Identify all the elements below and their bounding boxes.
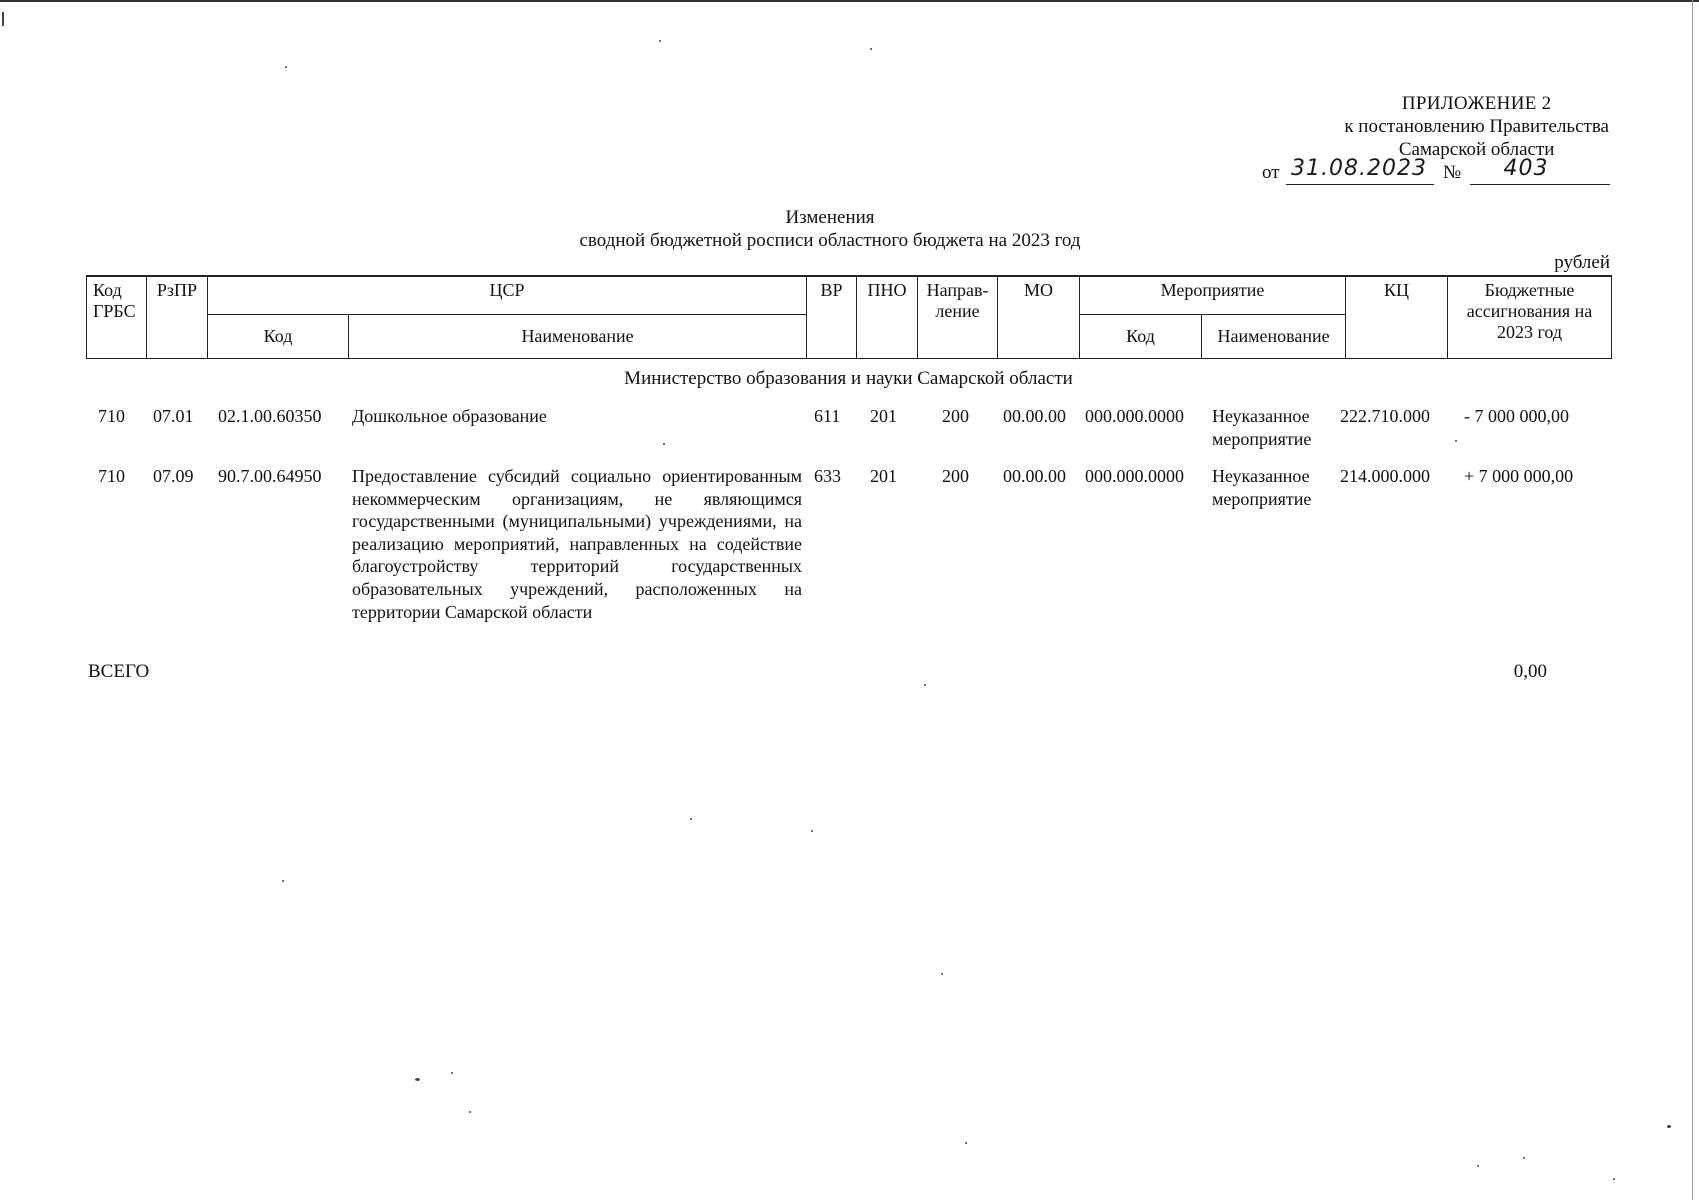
scan-speck <box>1613 1178 1615 1180</box>
number-label: № <box>1443 162 1462 183</box>
budget-table-header <box>86 275 1612 359</box>
scan-speck <box>924 684 926 686</box>
row-event-code: 000.000.0000 <box>1085 466 1184 486</box>
row-budget: - 7 000 000,00 <box>1464 406 1569 426</box>
header-csr-code: Код <box>208 314 349 358</box>
scan-speck <box>415 1078 420 1081</box>
scan-speck <box>282 880 284 882</box>
scan-speck <box>941 973 943 975</box>
scan-right-edge <box>1692 0 1693 1200</box>
header-event-code: Код <box>1080 314 1202 358</box>
document-title-line-2: сводной бюджетной росписи областного бюджета на 2023 год <box>579 230 1081 251</box>
document-title-line-1: Изменения <box>785 207 875 228</box>
header-rzpr: РзПР <box>147 276 208 358</box>
scan-speck <box>1667 1125 1671 1128</box>
scan-speck <box>1455 440 1457 442</box>
row-event-name: Неуказанное мероприятие <box>1212 406 1312 449</box>
date-prefix: от <box>1262 162 1280 183</box>
row-direction: 200 <box>942 466 969 486</box>
row-pno: 201 <box>870 406 897 426</box>
header-grbs: Код ГРБС <box>87 276 147 358</box>
total-value: 0,00 <box>1513 661 1547 682</box>
scan-speck <box>870 48 872 50</box>
appendix-title: ПРИЛОЖЕНИЕ 2 <box>1401 93 1552 114</box>
scan-speck <box>2 12 4 26</box>
date-underline <box>1286 184 1434 185</box>
header-csr-name: Наименование <box>349 314 807 358</box>
ministry-heading: Министерство образования и науки Самарской области <box>624 368 1073 389</box>
scan-speck <box>469 1111 471 1113</box>
scan-speck <box>1477 1165 1479 1167</box>
row-direction: 200 <box>942 406 969 426</box>
row-rzpr: 07.09 <box>153 466 194 486</box>
row-csr-name: Дошкольное образование <box>352 406 547 426</box>
row-csr-code: 02.1.00.60350 <box>218 406 322 426</box>
scan-speck <box>659 40 661 42</box>
row-csr-code: 90.7.00.64950 <box>218 466 322 486</box>
number-underline <box>1470 184 1610 185</box>
header-csr: ЦСР <box>208 276 807 314</box>
row-kc: 222.710.000 <box>1340 406 1430 426</box>
row-rzpr: 07.01 <box>153 406 194 426</box>
header-vr: ВР <box>807 276 857 358</box>
scan-top-edge <box>0 0 1699 2</box>
handwritten-number: 403 <box>1503 156 1549 181</box>
scan-speck <box>451 1072 453 1074</box>
row-csr-name: Предоставление субсидий социально ориентированным некоммерческим организациям, не являющимся государственными (муниципальными) учреждениями, на реализацию мероприятий, направленных на содействие благоустройству территорий государственных образовательных учреждений, расположенных на территории Самарской области <box>352 466 802 622</box>
scan-speck <box>965 1142 967 1144</box>
appendix-decree-line: к постановлению Правительства <box>1344 116 1609 137</box>
header-event: Мероприятие <box>1080 276 1346 314</box>
total-label: ВСЕГО <box>88 661 150 682</box>
scan-speck <box>811 830 813 832</box>
appendix-header <box>1344 92 1609 161</box>
row-event-name: Неуказанное мероприятие <box>1212 466 1312 509</box>
row-mo: 00.00.00 <box>1003 466 1066 486</box>
scan-speck <box>1523 1157 1525 1159</box>
row-pno: 201 <box>870 466 897 486</box>
row-budget: + 7 000 000,00 <box>1464 466 1574 486</box>
appendix-region-line: Самарской области <box>1398 139 1555 160</box>
header-event-name: Наименование <box>1202 314 1346 358</box>
header-direction: Направ-ление <box>918 276 998 358</box>
row-vr: 633 <box>814 466 841 486</box>
units-label: рублей <box>1554 252 1610 273</box>
row-grbs: 710 <box>98 406 125 426</box>
header-mo: МО <box>998 276 1080 358</box>
scan-speck <box>285 66 287 68</box>
header-kc: КЦ <box>1346 276 1448 358</box>
row-grbs: 710 <box>98 466 125 486</box>
scan-speck <box>690 818 692 820</box>
row-vr: 611 <box>814 406 841 426</box>
scan-speck <box>663 443 665 445</box>
row-event-code: 000.000.0000 <box>1085 406 1184 426</box>
document-title <box>0 206 1660 252</box>
header-pno: ПНО <box>857 276 918 358</box>
handwritten-date: 31.08.2023 <box>1291 156 1427 181</box>
header-budget: Бюджетные ассигнования на 2023 год <box>1448 276 1612 358</box>
row-kc: 214.000.000 <box>1340 466 1430 486</box>
decree-date-number-line <box>1262 156 1610 188</box>
row-mo: 00.00.00 <box>1003 406 1066 426</box>
